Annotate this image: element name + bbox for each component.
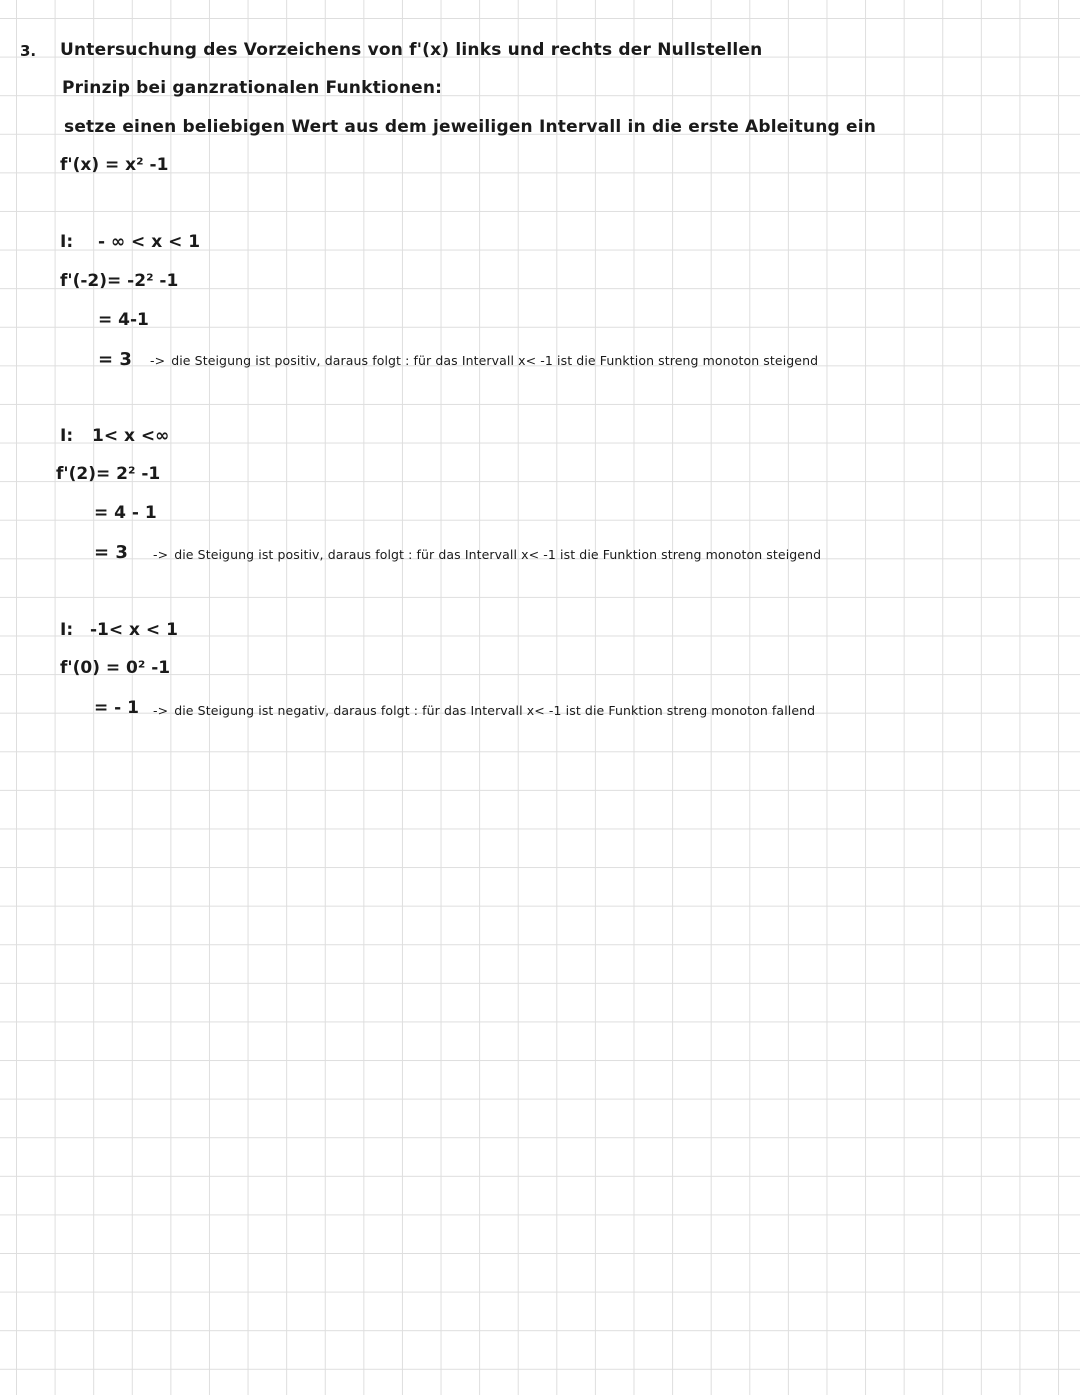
interval-range: -1< x < 1 (90, 620, 178, 640)
interval-result: = 3 (98, 349, 132, 370)
interval-conclusion: die Steigung ist negativ, daraus folgt : für das Intervall x< -1 ist die Funktion streng monoton fallend (174, 703, 816, 718)
interval-eval: f'(0) = 0² -1 (60, 658, 171, 678)
arrow-icon: -> (153, 547, 169, 562)
interval-range: 1< x <∞ (92, 426, 170, 446)
interval-conclusion-line (150, 355, 818, 368)
interval-label: I: (60, 620, 74, 640)
principle-line: Prinzip bei ganzrationalen Funktionen: (62, 78, 443, 98)
section-number: 3. (20, 42, 37, 60)
interval-label: I: (60, 232, 74, 252)
interval-range: - ∞ < x < 1 (98, 232, 201, 252)
interval-conclusion-line (153, 549, 821, 562)
section-title: Untersuchung des Vorzeichens von f'(x) links und rechts der Nullstellen (60, 40, 763, 60)
instruction-line: setze einen beliebigen Wert aus dem jeweiligen Intervall in die erste Ableitung ein (64, 117, 877, 137)
interval-eval: f'(2)= 2² -1 (56, 464, 161, 484)
interval-step: = 4 - 1 (94, 503, 157, 523)
interval-step: = 4-1 (98, 310, 149, 330)
interval-conclusion: die Steigung ist positiv, daraus folgt : für das Intervall x< -1 ist die Funktion streng monoton steigend (174, 547, 822, 562)
interval-result: = - 1 (94, 698, 139, 718)
arrow-icon: -> (153, 703, 169, 718)
arrow-icon: -> (150, 353, 166, 368)
derivative-formula: f'(x) = x² -1 (60, 155, 169, 175)
interval-label: I: (60, 426, 74, 446)
interval-result: = 3 (94, 542, 128, 563)
interval-eval: f'(-2)= -2² -1 (60, 271, 179, 291)
interval-conclusion-line (153, 705, 815, 718)
interval-conclusion: die Steigung ist positiv, daraus folgt : für das Intervall x< -1 ist die Funktion streng monoton steigend (171, 353, 819, 368)
